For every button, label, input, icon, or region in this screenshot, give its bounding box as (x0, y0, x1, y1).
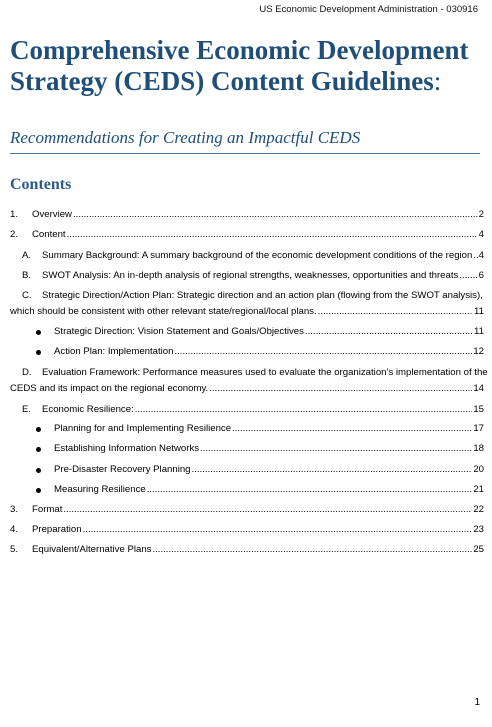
toc-page: 15 (473, 404, 484, 415)
toc-entry-measuring-resilience[interactable] (54, 483, 484, 497)
toc-page: 25 (473, 544, 484, 555)
toc-letter: E. (22, 404, 32, 415)
toc-entry-evaluation-framework-cont[interactable] (10, 382, 484, 396)
toc-title: Strategic Direction: Vision Statement and Goals/Objectives (54, 326, 304, 337)
toc-leader-dots (147, 483, 473, 497)
toc-entry-content[interactable] (10, 228, 484, 242)
bullet-icon (36, 488, 41, 493)
toc-title-line2: CEDS and its impact on the regional economy. (10, 383, 209, 394)
toc-leader-dots (174, 345, 472, 359)
toc-leader-dots (73, 208, 478, 222)
toc-title: Preparation (32, 524, 82, 535)
contents-heading: Contents (10, 176, 72, 193)
toc-page: 6 (478, 270, 484, 281)
toc-title: Pre-Disaster Recovery Planning (54, 464, 191, 475)
toc-leader-dots (459, 269, 477, 283)
toc-leader-dots (200, 442, 472, 456)
toc-entry-swot-analysis[interactable] (22, 269, 484, 283)
bullet-icon (36, 427, 41, 432)
toc-title: SWOT Analysis: An in-depth analysis of regional strengths, weaknesses, opportunities and threats (42, 270, 459, 281)
toc-leader-dots (305, 325, 473, 339)
document-title (10, 35, 480, 97)
toc-title-line1: Strategic Direction/Action Plan: Strategic direction and an action plan (flowing from the SWOT analysis), (42, 290, 483, 301)
toc-entry-preparation[interactable] (10, 523, 484, 537)
toc-entry-vision-statement[interactable] (54, 325, 484, 339)
toc-leader-dots (83, 523, 473, 537)
toc-page: 21 (473, 484, 484, 495)
bullet-icon (36, 350, 41, 355)
toc-title: Overview (32, 209, 72, 220)
toc-entry-pre-disaster-planning[interactable] (54, 463, 484, 477)
toc-title: Measuring Resilience (54, 484, 146, 495)
toc-letter: D. (22, 367, 32, 378)
toc-leader-dots (473, 249, 477, 263)
toc-title: Establishing Information Networks (54, 443, 200, 454)
toc-title-line2: which should be consistent with other relevant state/regional/local plans. (10, 306, 317, 317)
toc-page: 14 (473, 383, 484, 394)
toc-page: 17 (473, 423, 484, 434)
toc-leader-dots (152, 543, 472, 557)
toc-page: 18 (473, 443, 484, 454)
toc-number: 5. (10, 544, 19, 555)
toc-leader-dots (135, 403, 473, 417)
toc-title: Equivalent/Alternative Plans (32, 544, 152, 555)
toc-leader-dots (192, 463, 473, 477)
toc-entry-overview[interactable] (10, 208, 484, 222)
toc-leader-dots (209, 382, 472, 396)
toc-page: 22 (473, 504, 484, 515)
toc-page: 4 (478, 229, 484, 240)
toc-entry-format[interactable] (10, 503, 484, 517)
toc-number: 2. (10, 229, 19, 240)
toc-entry-evaluation-framework[interactable] (22, 366, 488, 380)
toc-entry-summary-background[interactable] (22, 249, 484, 263)
toc-title-line1: Evaluation Framework: Performance measures used to evaluate the organization’s implementation of the (42, 367, 488, 378)
toc-number: 4. (10, 524, 19, 535)
toc-letter: A. (22, 250, 32, 261)
title-divider (10, 153, 480, 154)
toc-page: 4 (478, 250, 484, 261)
toc-title: Content (32, 229, 66, 240)
toc-title: Format (32, 504, 63, 515)
toc-entry-planning-resilience[interactable] (54, 422, 484, 436)
toc-letter: C. (22, 290, 32, 301)
toc-entry-strategic-direction[interactable] (22, 289, 484, 303)
toc-number: 1. (10, 209, 19, 220)
toc-leader-dots (318, 305, 473, 319)
bullet-icon (36, 330, 41, 335)
toc-entry-information-networks[interactable] (54, 442, 484, 456)
toc-entry-economic-resilience[interactable] (22, 403, 484, 417)
toc-leader-dots (63, 503, 472, 517)
toc-page: 12 (473, 346, 484, 357)
toc-page: 11 (474, 306, 484, 317)
document-subtitle: Recommendations for Creating an Impactful CEDS (10, 128, 361, 147)
toc-entry-strategic-direction-cont[interactable] (10, 305, 484, 319)
toc-page: 20 (473, 464, 484, 475)
title-colon: : (433, 66, 442, 96)
toc-leader-dots (67, 228, 478, 242)
toc-entry-action-plan[interactable] (54, 345, 484, 359)
toc-title: Economic Resilience: (42, 404, 134, 415)
toc-number: 3. (10, 504, 19, 515)
title-main: Comprehensive Economic Development Strategy (CEDS) Content Guidelines (10, 35, 469, 96)
toc-leader-dots (232, 422, 472, 436)
page-number: 1 (474, 697, 480, 708)
toc-title: Action Plan: Implementation (54, 346, 174, 357)
toc-title: Planning for and Implementing Resilience (54, 423, 232, 434)
toc-letter: B. (22, 270, 32, 281)
toc-page: 23 (473, 524, 484, 535)
document-header: US Economic Development Administration - 030916 (259, 4, 478, 15)
toc-page: 11 (474, 326, 484, 337)
toc-title: Summary Background: A summary background of the economic development conditions of the region (42, 250, 473, 261)
toc-page: 2 (478, 209, 484, 220)
bullet-icon (36, 468, 41, 473)
bullet-icon (36, 447, 41, 452)
toc-entry-equivalent-plans[interactable] (10, 543, 484, 557)
